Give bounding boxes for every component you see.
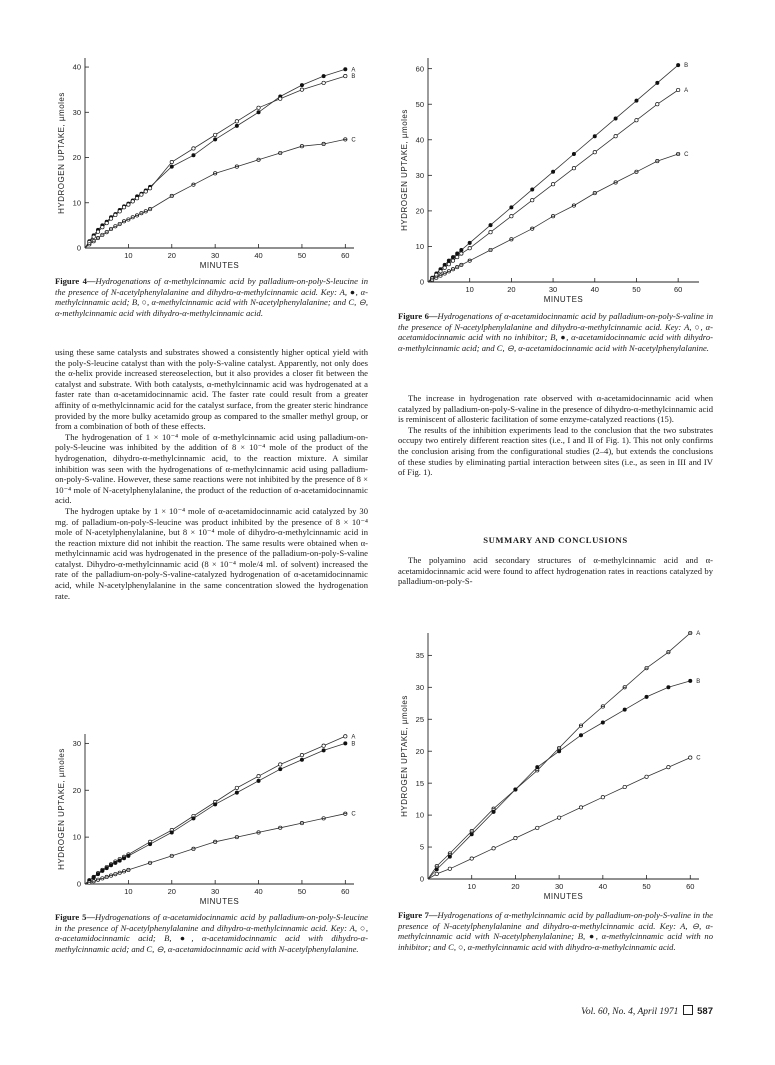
chart-fig7-series-b-point [645, 695, 648, 698]
chart-fig4-series-b-point [344, 74, 347, 77]
chart-fig6-series-c-point [572, 204, 575, 207]
summary-text [398, 555, 713, 587]
chart-fig4-series-c-point [322, 142, 325, 145]
chart-fig6-y-tick-label: 40 [415, 135, 424, 145]
chart-fig5-series-c-point [118, 871, 121, 874]
chart-fig6-x-tick-label: 10 [465, 285, 474, 294]
chart-fig5-series-b-point [96, 872, 99, 875]
chart-fig5-x-tick-label: 30 [210, 887, 220, 896]
chart-fig5-series-a-label: A [351, 734, 356, 741]
chart-fig6-series-b-point [572, 152, 575, 155]
chart-fig5-series-b-label: B [351, 741, 356, 748]
chart-fig7-series-c-point [514, 836, 517, 839]
chart-fig6-series-b-point [451, 255, 454, 258]
chart-fig4-series-a-label: A [351, 67, 356, 74]
chart-fig6-series-a-point [656, 103, 659, 106]
chart-fig7-series-b-point [536, 765, 539, 768]
chart-fig7-series-c-point [448, 867, 451, 870]
chart-fig4-series-c-point [170, 194, 173, 197]
chart-fig4-y-tick-label: 10 [72, 198, 81, 208]
chart-fig6-series-c-point [447, 270, 450, 273]
chart-fig5-series-c-point [235, 835, 238, 838]
chart-fig4-series-b-point [92, 235, 95, 238]
chart-fig4-series-a-point [322, 74, 325, 77]
figure-5-caption-num: Figure 5— [55, 912, 96, 922]
chart-fig6-x-tick-label: 50 [632, 285, 641, 294]
chart-fig7-series-b-point [435, 868, 438, 871]
chart-fig6-x-tick-label: 20 [507, 285, 516, 294]
chart-fig7-series-b-point [667, 686, 670, 689]
chart-fig4-series-b-point [140, 193, 143, 196]
figure-6-caption [398, 311, 713, 353]
chart-fig7-y-tick-label: 10 [415, 810, 424, 820]
chart-fig4-series-c-point [105, 230, 108, 233]
chart-fig5-x-tick-label: 40 [254, 887, 263, 896]
chart-fig7-series-c-point [536, 826, 539, 829]
chart-fig6-series-c-point [460, 263, 463, 266]
chart-fig4-series-c-point [88, 243, 91, 246]
chart-fig6-series-c-point [551, 215, 554, 218]
figure-5-caption [55, 912, 368, 954]
chart-fig5-series-c-point [92, 879, 95, 882]
chart-fig4-series-b-label: B [351, 74, 356, 81]
chart-fig4-x-tick-label: 20 [167, 251, 176, 260]
chart-fig5-x-tick-label: 50 [297, 887, 307, 896]
chart-fig7-series-a-line [428, 633, 690, 879]
chart-fig4-series-c-point [135, 214, 138, 217]
chart-fig7-series-a-point [492, 807, 495, 810]
chart-fig7-series-b-point [492, 810, 495, 813]
chart-fig4-series-c-point [144, 210, 147, 213]
chart-fig4-series-b-point [235, 120, 238, 123]
chart-fig6-y-tick-label: 10 [415, 242, 424, 252]
chart-fig4-series-b-point [96, 230, 99, 233]
chart-fig6-series-c-point [439, 274, 442, 277]
chart-fig7-series-c-label: C [696, 755, 701, 762]
chart-fig4-series-a-point [170, 165, 173, 168]
chart-fig4-series-b-point [101, 225, 104, 228]
chart-fig4-series-c-point [127, 218, 130, 221]
chart-fig6-series-c-point [430, 278, 433, 281]
journal-citation: Vol. 60, No. 4, April 1971 [581, 1007, 679, 1017]
chart-fig7-series-a-point [435, 865, 438, 868]
chart-fig4-series-b-point [144, 190, 147, 193]
chart-fig6-series-c-point [635, 170, 638, 173]
chart-fig6-series-a-point [468, 247, 471, 250]
chart-fig6-series-b-point [531, 188, 534, 191]
chart-fig6-series-c-point [510, 238, 513, 241]
chart-fig7-series-c-point [601, 796, 604, 799]
chart-fig5-y-tick-label: 0 [76, 879, 81, 889]
chart-fig7-y-label: HYDROGEN UPTAKE, µmoles [400, 695, 409, 817]
chart-fig6-series-a-point [614, 135, 617, 138]
chart-fig7-x-tick-label: 40 [598, 882, 608, 891]
chart-fig6-series-a-point [572, 167, 575, 170]
figure-5 [55, 726, 368, 906]
chart-fig5-x-label: MINUTES [199, 897, 240, 906]
chart-fig7-series-b-point [514, 788, 517, 791]
chart-fig4-series-c-point [140, 211, 143, 214]
chart-fig5-series-b-point [114, 861, 117, 864]
chart-fig6-x-label: MINUTES [543, 295, 584, 304]
figure-4-caption [55, 276, 368, 318]
chart-fig7-series-b-point [448, 855, 451, 858]
chart-fig6-series-b-point [593, 135, 596, 138]
chart-fig7-series-b-point [470, 833, 473, 836]
chart-fig7-series-a-point [557, 746, 560, 749]
chart-fig6-series-b-label: B [684, 63, 689, 70]
chart-fig5-series-c-point [101, 877, 104, 880]
chart-fig5-series-b-point [279, 767, 282, 770]
chart-fig5-x-tick-label: 10 [124, 887, 133, 896]
chart-fig5-series-b-line [85, 743, 345, 884]
chart-fig4-y-tick-label: 0 [76, 243, 81, 253]
chart-fig5-series-c-point [170, 854, 173, 857]
chart-fig6-series-a-point [460, 252, 463, 255]
chart-fig4-series-b-point [170, 160, 173, 163]
figure-7-caption-text: Hydrogenations of α-methylcinnamic acid by palladium-on-poly-S-valine in the presence of N-acetylphenylalanine and dihydro-α-methylcinnamic acid. Key: A, ⊖, α-methylcinnamic acid with N-acetylphenylalanine; B, ●, α-methylcinnamic acid with no inhibitor; and C, ○, α-methylcinnamic acid with dihydro-α-methylcinnamic acid. [398, 910, 713, 952]
figure-7-chart [398, 625, 713, 901]
chart-fig4-x-tick-label: 30 [210, 251, 220, 260]
chart-fig4-series-a-point [300, 83, 303, 86]
chart-fig6-series-c-point [455, 265, 458, 268]
chart-fig6-y-tick-label: 30 [415, 170, 424, 180]
figure-4-caption-num: Figure 4— [55, 276, 96, 286]
chart-fig6-series-a-point [551, 183, 554, 186]
chart-fig4-y-tick-label: 20 [72, 153, 81, 163]
right-body-text [398, 393, 713, 478]
chart-fig6-y-tick-label: 20 [415, 206, 424, 216]
chart-fig7-x-tick-label: 20 [511, 882, 520, 891]
chart-fig7-x-tick-label: 60 [686, 882, 695, 891]
chart-fig6-series-b-point [447, 259, 450, 262]
chart-fig5-series-b-point [105, 866, 108, 869]
chart-fig6-series-a-point [489, 231, 492, 234]
chart-fig4-series-b-point [122, 206, 125, 209]
chart-fig6-series-c-point [676, 152, 679, 155]
chart-fig7-x-tick-label: 50 [642, 882, 651, 891]
chart-fig5-series-c-point [109, 874, 112, 877]
figure-6-caption-text: Hydrogenations of α-acetamidocinnamic acid by palladium-on-poly-S-valine in the presence of N-acetylphenylalanine and dihydro-α-methylcinnamic acid. Key: A, ○, α-acetamidocinnamic acid with no inhibitor; B, ●, α-acetamidocinnamic acid with dihydro-α-methylcinnamic acid; and C, ⊖, α-acetamidocinnamic acid with N-acetylphenylalanine. [398, 311, 713, 353]
chart-fig6-series-a-point [531, 199, 534, 202]
chart-fig5-series-c-point [257, 831, 260, 834]
chart-fig7-series-c-point [667, 765, 670, 768]
chart-fig4-series-b-point [192, 147, 195, 150]
chart-fig7-series-c-point [470, 857, 473, 860]
chart-fig6-series-b-point [676, 63, 679, 66]
chart-fig5-series-b-point [300, 758, 303, 761]
chart-fig6-series-c-point [468, 259, 471, 262]
chart-fig4-series-a-point [192, 154, 195, 157]
chart-fig6-series-c-point [443, 272, 446, 275]
chart-fig7-series-a-point [579, 724, 582, 727]
chart-fig4-series-b-point [213, 133, 216, 136]
chart-fig4-series-b-point [279, 97, 282, 100]
chart-fig5-series-c-point [96, 878, 99, 881]
chart-fig4-series-c-point [235, 165, 238, 168]
page-number: 587 [697, 1006, 713, 1017]
chart-fig4-series-b-point [109, 217, 112, 220]
chart-fig6-series-a-point [455, 255, 458, 258]
chart-fig7-series-b-point [557, 750, 560, 753]
chart-fig5-series-c-point [322, 817, 325, 820]
chart-fig5-series-c-point [300, 821, 303, 824]
chart-fig6-series-a-point [593, 151, 596, 154]
chart-fig5-series-b-point [235, 791, 238, 794]
chart-fig7-series-c-point [492, 847, 495, 850]
left-paragraph-2: The hydrogenation of 1 × 10⁻⁴ mole of α-methylcinnamic acid using palladium-on-poly-S-leucine was inhibited by the addition of 8 × 10⁻⁴ mole of the product of the hydrogenation, dihydro-α-methylcinnamic acid, to the reaction mixture. A similar inhibition was seen with the hydrogenations of α-methylcinnamic acid using palladium-on-poly-S-valine. However, these same reactions were not inhibited by the presence of 8 × 10⁻⁴ mole of N-acetylphenylalanine, the product of the reduction of α-acetamidocinnamic acid. [55, 431, 368, 506]
chart-fig6-series-b-point [455, 252, 458, 255]
chart-fig6-series-c-point [593, 191, 596, 194]
chart-fig4-x-tick-label: 10 [124, 251, 133, 260]
chart-fig5-y-label: HYDROGEN UPTAKE, µmoles [57, 748, 66, 870]
chart-fig6-series-a-point [447, 263, 450, 266]
chart-fig6-series-b-point [460, 248, 463, 251]
chart-fig4-series-c-point [192, 183, 195, 186]
chart-fig6-series-c-point [489, 248, 492, 251]
chart-fig4-series-b-point [148, 187, 151, 190]
chart-fig5-series-c-point [213, 840, 216, 843]
figure-7-caption-num: Figure 7— [398, 910, 438, 920]
chart-fig7-series-a-point [623, 686, 626, 689]
chart-fig4-series-a-point [257, 111, 260, 114]
left-paragraph-1: using these same catalysts and substrates showed a consistently higher optical yield with the poly-S-leucine catalyst than with the poly-S-valine catalyst. Apparently, not only does the α-helix provide increased stereoselection, but it also provides a closer fit between the catalyst and substrate. With both catalysts, α-methylcinnamic acid was hydrogenated at a faster rate than α-acetamidocinnamic acid. The faster rate could result from a greater affinity of α-methylcinnamic acid for the catalyst surface, from the greater steric hindrance provided by the more bulky acetamido group as compared to the smaller methyl group, or from a combination of both of these effects. [55, 347, 368, 432]
chart-fig5-series-a-point [235, 786, 238, 789]
chart-fig6-series-a-label: A [684, 88, 689, 94]
chart-fig7-series-a-point [689, 631, 692, 634]
chart-fig4-series-c-label: C [351, 137, 356, 144]
chart-fig5-series-b-point [127, 854, 130, 857]
chart-fig4-series-b-point [135, 197, 138, 200]
chart-fig5-x-tick-label: 60 [341, 887, 350, 896]
chart-fig4-series-b-point [127, 203, 130, 206]
chart-fig6-series-b-point [489, 223, 492, 226]
chart-fig6-series-b-point [510, 206, 513, 209]
chart-fig7-y-tick-label: 0 [419, 874, 424, 884]
chart-fig7-x-tick-label: 30 [554, 882, 564, 891]
chart-fig4-series-c-point [92, 240, 95, 243]
figure-4-chart [55, 50, 368, 270]
chart-fig7-series-b-point [689, 679, 692, 682]
chart-fig5-series-a-point [344, 735, 347, 738]
chart-fig6-series-b-point [468, 241, 471, 244]
chart-fig4-series-b-point [105, 221, 108, 224]
summary-paragraph: The polyamino acid secondary structures of α-methylcinnamic acid and α-acetamidocinnamic acid were found to affect hydrogenation rates in reactions catalyzed by palladium-on-poly-S- [398, 555, 713, 587]
chart-fig4-series-c-point [300, 145, 303, 148]
chart-fig7-x-label: MINUTES [543, 892, 584, 901]
chart-fig4-x-label: MINUTES [199, 261, 240, 270]
chart-fig6-series-a-point [439, 270, 442, 273]
chart-fig4-series-b-point [131, 200, 134, 203]
chart-fig7-series-b-label: B [696, 678, 701, 685]
chart-fig6-x-tick-label: 40 [590, 285, 599, 294]
chart-fig5-y-tick-label: 30 [72, 738, 81, 748]
chart-fig5-series-c-point [148, 861, 151, 864]
chart-fig4-series-a-point [235, 124, 238, 127]
chart-fig5-series-b-point [92, 876, 95, 879]
right-paragraph-2: The results of the inhibition experiments lead to the conclusion that the two substrates occupy two entirely different reaction sites (i.e., I and II of Fig. 1). This not only confirms the conclusion arising from the configurational studies (2–4), but extends the conclusions of these studies by eliminating partial interaction between sites (i.e., as seen in III and IV of Fig. 1). [398, 424, 713, 478]
figure-6-caption-num: Figure 6— [398, 311, 438, 321]
chart-fig6-series-a-point [635, 119, 638, 122]
chart-fig4-series-c-point [109, 227, 112, 230]
chart-fig4-series-c-point [257, 158, 260, 161]
chart-fig6-x-tick-label: 60 [673, 285, 683, 294]
chart-fig6-series-a-point [443, 266, 446, 269]
chart-fig7-series-b-point [579, 734, 582, 737]
chart-fig4-series-c-point [213, 172, 216, 175]
chart-fig5-series-b-point [122, 857, 125, 860]
chart-fig7-y-tick-label: 15 [415, 778, 424, 788]
chart-fig7-series-a-point [645, 666, 648, 669]
chart-fig5-series-a-line [85, 736, 345, 884]
figure-6-chart [398, 50, 713, 304]
figure-6 [398, 50, 713, 304]
chart-fig5-series-b-point [101, 869, 104, 872]
chart-fig6-series-b-point [551, 170, 554, 173]
chart-fig4-series-a-point [344, 68, 347, 71]
page-footer [581, 1005, 713, 1017]
chart-fig5-series-c-point [105, 875, 108, 878]
chart-fig7-series-c-point [645, 775, 648, 778]
chart-fig6-series-b-point [656, 81, 659, 84]
chart-fig7-series-a-point [601, 705, 604, 708]
chart-fig7-series-c-point [689, 756, 692, 759]
figure-4-caption-text: Hydrogenations of α-methylcinnamic acid by palladium-on-poly-S-leucine in the presence of N-acetylphenylalanine and dihydro-α-methylcinnamic acid. Key: A, ●, α-methylcinnamic acid; B, ○, α-methylcinnamic acid with N-acetylphenylalanine; and C, ⊖, α-methylcinnamic acid with dihydro-α-methylcinnamic acid. [55, 276, 368, 318]
chart-fig4-x-tick-label: 40 [254, 251, 263, 260]
chart-fig5-series-c-point [122, 870, 125, 873]
chart-fig4-series-c-point [279, 151, 282, 154]
chart-fig7-x-tick-label: 10 [467, 882, 476, 891]
chart-fig5-y-tick-label: 10 [72, 832, 81, 842]
figure-4 [55, 50, 368, 270]
chart-fig4-series-b-point [118, 210, 121, 213]
chart-fig7-y-tick-label: 5 [419, 842, 424, 852]
chart-fig6-y-tick-label: 50 [415, 99, 424, 109]
chart-fig4-series-b-point [257, 106, 260, 109]
chart-fig5-series-c-point [127, 868, 130, 871]
figure-5-chart [55, 726, 368, 906]
right-paragraph-1: The increase in hydrogenation rate observed with α-acetamidocinnamic acid when catalyzed by palladium-on-poly-S-valine in the presence of dihydro-α-methylcinnamic acid is reminiscent of allosteric facilitation of some enzyme-catalyzed reactions (15). [398, 393, 713, 425]
chart-fig4-y-tick-label: 40 [72, 62, 81, 72]
chart-fig4-series-c-point [344, 138, 347, 141]
chart-fig5-series-c-point [114, 872, 117, 875]
chart-fig4-series-c-point [96, 236, 99, 239]
figure-7 [398, 625, 713, 901]
footer-box-icon [683, 1005, 693, 1015]
chart-fig6-series-c-point [614, 181, 617, 184]
chart-fig7-series-c-point [579, 806, 582, 809]
chart-fig6-series-a-point [510, 215, 513, 218]
chart-fig7-series-a-label: A [696, 631, 701, 637]
chart-fig4-y-tick-label: 30 [72, 107, 81, 117]
chart-fig6-series-c-point [435, 276, 438, 279]
chart-fig6-series-c-label: C [684, 152, 689, 158]
chart-fig5-series-a-point [300, 753, 303, 756]
chart-fig4-series-c-point [122, 220, 125, 223]
chart-fig4-series-a-point [213, 138, 216, 141]
chart-fig7-series-c-point [435, 872, 438, 875]
chart-fig5-series-a-point [257, 774, 260, 777]
chart-fig6-x-tick-label: 30 [548, 285, 558, 294]
chart-fig7-y-tick-label: 35 [415, 650, 424, 660]
chart-fig5-series-a-point [322, 744, 325, 747]
chart-fig5-series-c-line [85, 814, 345, 884]
chart-fig6-series-c-point [656, 159, 659, 162]
chart-fig7-series-c-point [557, 816, 560, 819]
chart-fig4-series-c-point [148, 207, 151, 210]
chart-fig7-series-a-point [448, 852, 451, 855]
chart-fig5-series-b-point [148, 842, 151, 845]
chart-fig4-x-tick-label: 60 [341, 251, 350, 260]
chart-fig7-series-b-point [623, 708, 626, 711]
chart-fig5-series-b-point [192, 817, 195, 820]
chart-fig7-series-c-point [623, 785, 626, 788]
chart-fig5-series-a-point [279, 763, 282, 766]
left-body-text [55, 347, 368, 601]
chart-fig5-y-tick-label: 20 [72, 785, 81, 795]
chart-fig4-series-b-point [322, 81, 325, 84]
chart-fig4-series-c-point [114, 225, 117, 228]
chart-fig7-series-a-point [667, 650, 670, 653]
chart-fig4-x-tick-label: 50 [297, 251, 307, 260]
chart-fig6-series-b-point [635, 99, 638, 102]
section-heading: SUMMARY AND CONCLUSIONS [483, 535, 628, 545]
chart-fig5-series-b-point [109, 864, 112, 867]
chart-fig4-series-c-point [131, 216, 134, 219]
chart-fig5-series-c-point [88, 881, 91, 884]
chart-fig7-series-b-point [601, 721, 604, 724]
chart-fig6-series-c-point [451, 268, 454, 271]
chart-fig7-y-tick-label: 25 [415, 714, 424, 724]
figure-5-caption-text: Hydrogenations of α-acetamidocinnamic acid by palladium-on-poly-S-leucine in the presence of N-acetylphenylalanine and dihydro-α-methylcinnamic acid. Key: A, ○, α-acetamidocinnamic acid; B, ●, α-acetamidocinnamic acid with dihydro-α-methylcinnamic acid; and C, ⊖, α-acetamidocinnamic acid with N-acetylphenylalanine. [55, 912, 368, 954]
chart-fig5-series-b-point [257, 779, 260, 782]
chart-fig6-y-tick-label: 60 [415, 64, 424, 74]
chart-fig6-series-c-point [531, 227, 534, 230]
chart-fig5-series-c-point [192, 847, 195, 850]
chart-fig5-series-c-point [344, 812, 347, 815]
chart-fig5-series-b-point [213, 803, 216, 806]
chart-fig4-y-label: HYDROGEN UPTAKE, µmoles [57, 92, 66, 214]
chart-fig6-series-b-point [614, 117, 617, 120]
chart-fig7-y-tick-label: 20 [415, 746, 424, 756]
chart-fig4-series-b-point [114, 213, 117, 216]
chart-fig7-series-a-point [536, 769, 539, 772]
chart-fig7-series-b-line [428, 681, 690, 879]
left-paragraph-3: The hydrogen uptake by 1 × 10⁻⁴ mole of α-acetamidocinnamic acid catalyzed by 30 mg. of palladium-on-poly-S-leucine was product inhibited by the presence of 8 × 10⁻⁴ mole of N-acetylphenylalanine, but 8 × 10⁻⁴ mole of dihydro-α-methylcinnamic acid in the reaction mixture did not inhibit the reaction. The same results were obtained when α-methylcinnamic acid was hydrogenated in the presence of the palladium-on-poly-S-valine catalyst. Dihydro-α-methylcinnamic acid (8 × 10⁻⁴ mole/4 ml. of solvent) increased the rate of the palladium-on-poly-S-valine-catalyzed hydrogenation of α-acetamidocinnamic acid, while N-acetylphenylalanine in the same concentration slowed the hydrogenation rate. [55, 505, 368, 601]
chart-fig5-series-b-point [344, 742, 347, 745]
chart-fig5-series-b-point [118, 859, 121, 862]
chart-fig5-series-c-label: C [351, 811, 356, 818]
chart-fig6-series-a-point [451, 259, 454, 262]
chart-fig7-y-tick-label: 30 [415, 682, 424, 692]
figure-7-caption [398, 910, 713, 952]
chart-fig4-series-c-line [85, 139, 345, 248]
chart-fig5-series-b-point [322, 749, 325, 752]
chart-fig4-series-c-point [101, 233, 104, 236]
chart-fig5-series-b-point [170, 831, 173, 834]
chart-fig5-series-c-point [279, 826, 282, 829]
chart-fig4-series-b-point [300, 88, 303, 91]
chart-fig4-series-c-point [118, 222, 121, 225]
chart-fig6-y-tick-label: 0 [419, 277, 424, 287]
chart-fig6-series-a-point [676, 88, 679, 91]
chart-fig7-series-a-point [470, 829, 473, 832]
chart-fig6-y-label: HYDROGEN UPTAKE, µmoles [400, 109, 409, 231]
chart-fig5-x-tick-label: 20 [167, 887, 176, 896]
